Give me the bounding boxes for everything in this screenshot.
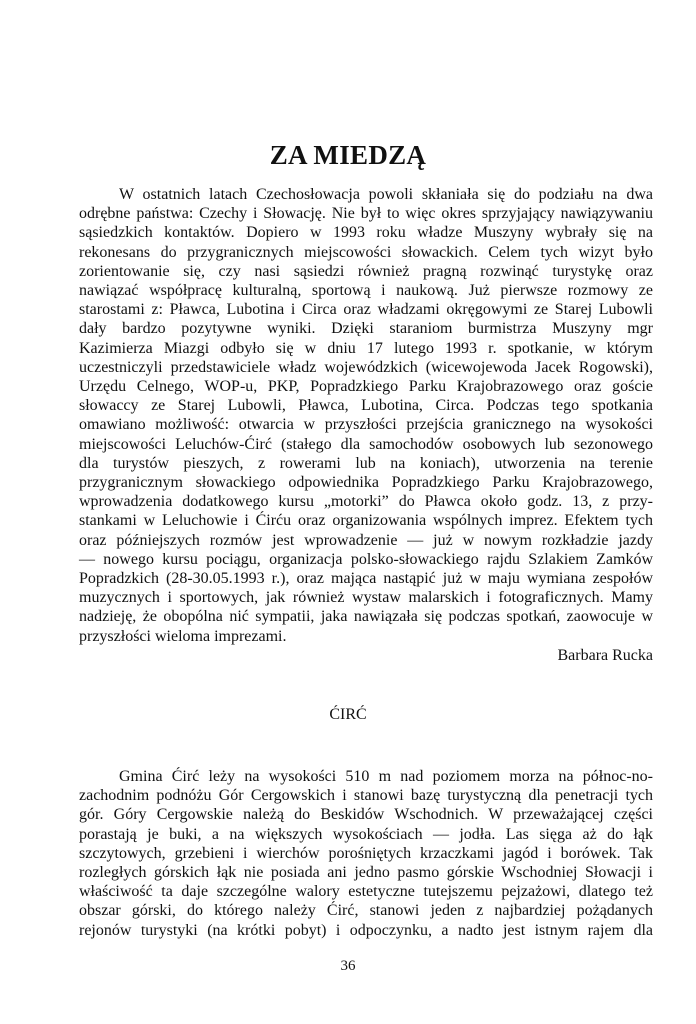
text-line: Popradzkich (28-30.05.1993 r.), oraz mająca nastąpić już w maju wymiana zespołów [79,570,653,588]
text-line: właściwość ta daje szczególne walory estetyczne tutejszemu pejzażowi, dlatego też [79,883,653,901]
text-line: zachodnim podnóżu Gór Cergowskich i stanowi bazę turystyczną dla penetracji tych [79,787,653,805]
text-line: sąsiedzkich kontaktów. Dopiero w 1993 roku władze Muszyny wybrały się na [79,224,653,242]
section-heading: ĆIRĆ [329,706,367,723]
text-line: W ostatnich latach Czechosłowacja powoli skłaniała się do podziału na dwa [119,186,653,203]
text-line: omawiano możliwość: otwarcia w przyszłości przejścia granicznego na wysokości [79,416,653,434]
text-line: Urzędu Celnego, WOP-u, PKP, Popradzkiego Parku Krajobrazowego oraz goście [79,378,653,396]
text-line: — nowego kursu pociągu, organizacja polsko-słowackiego rajdu Szlakiem Zamków [79,550,653,568]
text-line: gór. Góry Cergowskie należą do Beskidów Wschodnich. W przeważającej części [79,806,653,824]
text-line: Kazimierza Miazgi odbyło się w dniu 17 lutego 1993 r. spotkanie, w którym [79,339,653,357]
text-line: rejonów turystyki (na krótki pobyt) i odpoczynku, a nadto jest istnym rajem dla [79,921,653,939]
text-line: rekonesans do przygranicznych miejscowości słowackich. Celem tych wizyt było [79,243,653,261]
text-line: muzycznych i sportowych, jak również wystaw malarskich i fotograficznych. Mamy [79,589,653,607]
text-line: obszar górski, do którego należy Ćirć, stanowi jeden z najbardziej pożądanych [79,902,653,920]
text-line: wprowadzenia dodatkowego kursu „motorki” do Pławca około godz. 13, z przy- [79,493,653,511]
text-line: porastają je buki, a na większych wysokościach — jodła. Las sięga aż do łąk [79,825,653,843]
text-line: dały bardzo pozytywne wyniki. Dzięki staraniom burmistrza Muszyny mgr [79,320,653,338]
text-line: odrębne państwa: Czechy i Słowację. Nie był to więc okres sprzyjający nawiązywaniu [79,205,653,223]
section-paragraph [79,767,653,940]
page-number: 36 [340,958,356,974]
text-line: miejscowości Leluchów-Ćirć (stałego dla samochodów osobowych lub sezonowego [79,435,653,453]
text-line: przygranicznym słowackiego odpowiednika Popradzkiego Parku Krajobrazowego, [79,474,653,492]
text-line: rozległych górskich łąk nie posiada ani jedno pasmo górskie Wschodniej Słowacji i [79,864,653,882]
text-line: przyszłości wieloma imprezami. [79,627,287,645]
text-line: starostami z: Pławca, Lubotina i Circa oraz władzami okręgowymi ze Starej Lubowli [79,301,653,319]
text-line: nadzieję, że obopólna nić sympatii, jaka nawiązała się podczas spotkań, zaowocuje w [79,608,653,626]
text-line: oraz późniejszych rozmów jest wprowadzenie — już w nowym rozkładzie jazdy [79,531,653,549]
text-line: słowaccy ze Starej Lubowli, Pławca, Lubotina, Circa. Podczas tego spotkania [79,397,653,415]
text-line: Gmina Ćirć leży na wysokości 510 m nad poziomem morza na północ-no- [119,768,653,785]
page-title: ZA MIEDZĄ [269,140,427,170]
article-paragraph [79,185,653,646]
text-line: uczestniczyli przedstawiciele władz wojewódzkich (wicewojewoda Jacek Rogowski), [79,358,653,376]
text-line: stankami w Leluchowie i Ćirću oraz organizowania wspólnych imprez. Efektem tych [79,512,653,530]
text-line: zorientowanie się, czy nasi sąsiedzi również pragną rozwinąć turystykę oraz [79,262,653,280]
author-signature: Barbara Rucka [557,647,653,664]
text-line: szczytowych, grzebieni i wierchów porośniętych krzaczkami jagód i borówek. Tak [79,844,653,862]
text-line: nawiązać współpracę kulturalną, sportową i naukową. Już pierwsze rozmowy ze [79,282,653,300]
text-line: dla turystów pieszych, z rowerami lub na koniach), utworzenia na terenie [79,454,653,472]
